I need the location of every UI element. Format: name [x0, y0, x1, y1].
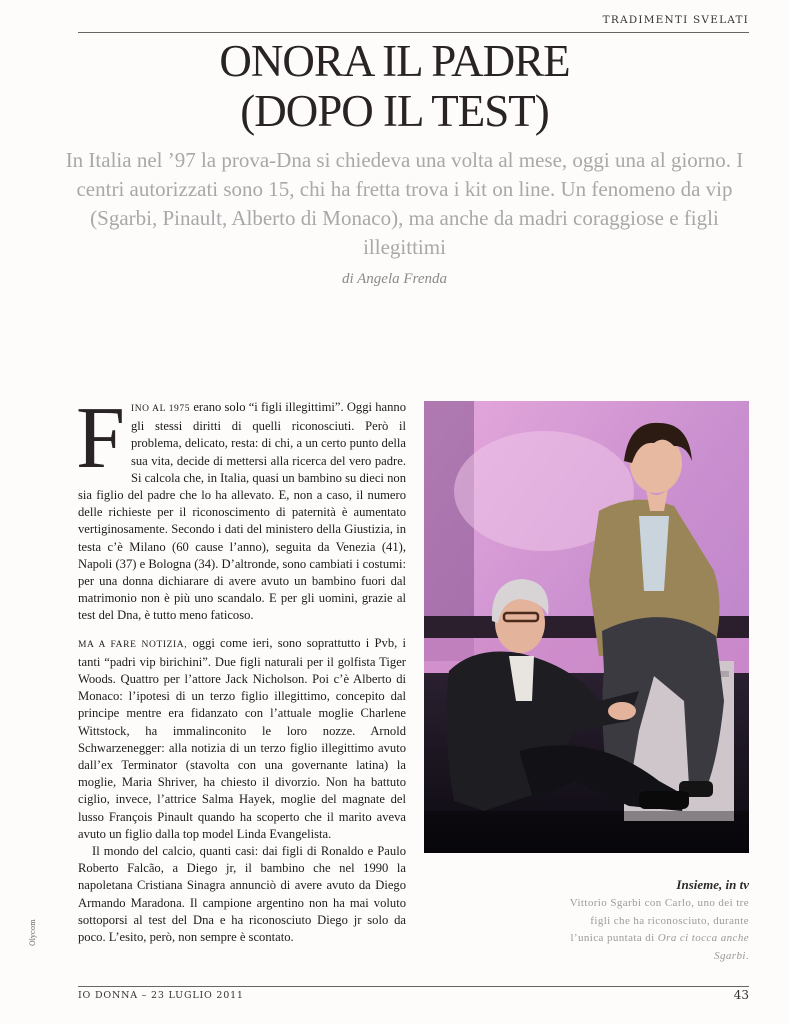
footer-issue: IO DONNA – 23 LUGLIO 2011	[78, 990, 244, 1001]
bottom-divider	[78, 986, 749, 987]
deck-subtitle: In Italia nel ’97 la prova-Dna si chiedeva una volta al mese, oggi una al giorno. I centri autorizzati sono 15, chi ha fretta trova i kit on line. Un fenomeno da vip (Sgarbi, Pinault, Alberto di Monaco), ma anche da madri coraggiose e figli illegittimi	[65, 148, 744, 259]
byline: di Angela Frenda	[342, 271, 447, 287]
section-label: TRADIMENTI SVELATI	[602, 14, 749, 26]
headline-line-1: ONORA IL PADRE	[219, 36, 570, 86]
caption-text: Vittorio Sgarbi con Carlo, uno dei tre figli che ha riconosciuto, durante l’unica puntata di	[569, 897, 749, 944]
paragraph-2-text: oggi come ieri, sono soprattutto i Pvb, i tanti “padri vip birichini”. Due figli naturali per il golfista Tiger Woods. Quattro per l’attore Jack Nicholson. Poi c’è Alberto di Monaco: l’ipotesi di un terzo figlio illegittimo, concepito dal principe mentre era fidanzato con l’attuale moglie Charlene Wittstock, ha immalinconito le loro nozze. Arnold Schwarzenegger: alla notizia di un terzo figlio illegittimo avuto dall’ex Terminator (stavolta con una governante latina) la moglie, Maria Shriver, ha chiesto il divorzio. Non ha battuto ciglio, invece, l’attrice Salma Hayek, moglie del magnate del lusso François Pinault quando ha scoperto che il marito aveva avuto un figlio dalla top model Linda Evangelista.	[78, 635, 406, 841]
photo-sgarbi-and-son	[424, 401, 749, 853]
paragraph-3	[78, 843, 406, 946]
paragraph-1	[76, 390, 406, 625]
caption-period: .	[745, 949, 749, 962]
article-body	[76, 390, 406, 946]
caption-body	[559, 895, 749, 965]
headline	[0, 36, 789, 136]
caption-title: Insieme, in tv	[676, 877, 749, 892]
caption-show-title: Ora ci tocca anche Sgarbi	[657, 932, 749, 962]
paragraph-2	[78, 635, 406, 843]
top-divider	[78, 32, 749, 33]
headline-line-2: (DOPO IL TEST)	[240, 86, 549, 136]
lead-in: MA A FARE NOTIZIA,	[78, 639, 188, 650]
photo-credit: Olycom	[29, 919, 37, 946]
paragraph-3-text: Il mondo del calcio, quanti casi: dai figli di Ronaldo e Paulo Roberto Falcão, a Diego jr, il bambino che nel 1990 la napoletana Cristiana Sinagra annunciò di avere avuto da Diego Armando Maradona. Il campione argentino non ha mai voluto sottoporsi al test del Dna e ha riconosciuto Diego jr solo da poco. L’esito, però, non sempre è scontato.	[78, 844, 406, 945]
dropcap: F	[76, 390, 125, 487]
lead-in: INO AL 1975	[130, 404, 191, 414]
paragraph-1-text: erano solo “i figli illegittimi”. Oggi hanno gli stessi diritti di quelli riconosciuti. Però il problema, delicato, resta: di chi, a un certo punto della sua vita, decide di mettersi alla ricerca del vero padre. Si calcola che, in Italia, quasi un bambino su dieci non sia figlio del padre che lo ha allevato. E, non a caso, il numero delle richieste per il riconoscimento di paternità è aumentato vertiginosamente. Secondo i dati del ministero della Giustizia, in testa c’è Milano (60 cause l’anno), seguita da Venezia (41), Napoli (37) e Bologna (34). D’altronde, sono cambiati i costumi: per una donna dichiarare di avere avuto un bambino fuori dal matrimonio non è più uno scandalo. E per gli uomini, grazie al test del Dna, è tutto meno faticoso.	[78, 400, 406, 623]
page-number: 43	[733, 988, 749, 1002]
